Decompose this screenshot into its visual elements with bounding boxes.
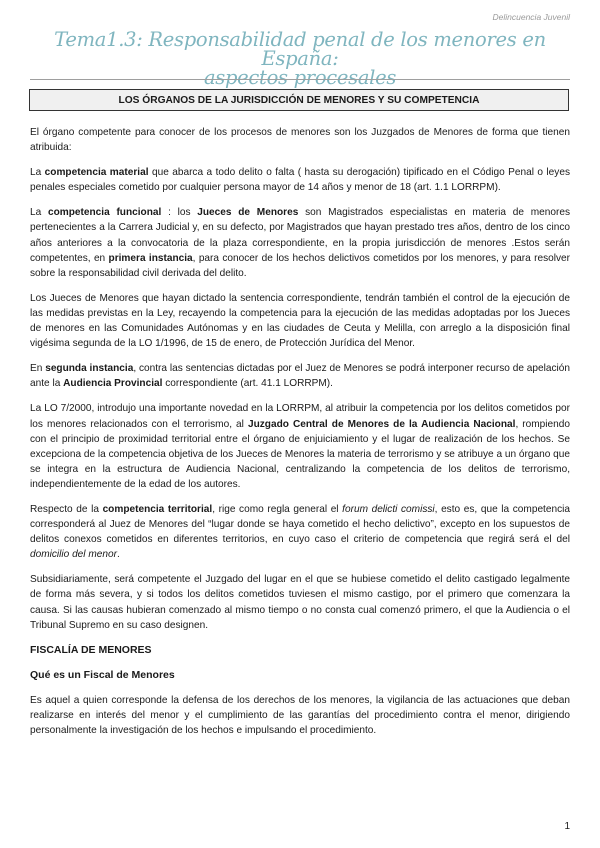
text-run: son Magistrados especialistas en materia de menores pertenecientes a la Carrera Judicial y, en su defecto, por Magistrados que hayan prestado tres años, dentro de los cinco años anteriores a la convocatoria de la plaza correspondiente, en la propia jurisdicción de menores .Estos serán competentes, en xyxy=(30,207,570,264)
paragraph-competencia-territorial xyxy=(30,502,570,562)
italic-term: forum delicti comissi xyxy=(342,503,435,515)
text-run: La xyxy=(30,207,48,219)
title-line-1: Tema1.3: Responsabilidad penal de los menores en España: xyxy=(54,28,546,70)
section-heading-box xyxy=(29,89,569,111)
italic-term: domicilio del menor xyxy=(30,549,117,561)
text-run: , esto es, que la competencia corresponderá al Juez de Menores del “lugar donde se haya cometido el hecho delictivo”, excepto en los supuestos de delitos conexos cometidos en diferentes territorios, en cuyo caso el criterio de competencia que regirá será el del xyxy=(30,503,570,546)
text-run: correspondiente (art. 41.1 LORRPM). xyxy=(162,378,333,390)
bold-term: Audiencia Provincial xyxy=(63,378,163,390)
bold-term: segunda instancia xyxy=(45,363,134,375)
bold-term: Jueces de Menores xyxy=(197,207,299,219)
paragraph-competencia-material xyxy=(30,165,570,195)
paragraph-ejecucion: Los Jueces de Menores que hayan dictado la sentencia correspondiente, tendrán también el control de la ejecución de las medidas previstas en la Ley, recayendo la competencia para la ejecución de las medidas adoptadas por los Jueces de menores en las Comunidades Autónomas y en las ciudades de Ceuta y Melilla, con arreglo a la disposición final vigésima segunda de la LO 1/1996, de 15 de enero, de Protección Jurídica del Menor. xyxy=(30,292,570,350)
text-run: La LO 7/2000, introdujo una importante novedad en la LORRPM, al atribuir la competencia por los delitos cometidos por los menores relacionados con el terrorismo, al xyxy=(30,403,570,430)
paragraph-fiscal: Es aquel a quien corresponde la defensa de los derechos de los menores, la vigilancia de las actuaciones que deban realizarse en interés del menor y el cumplimiento de las garantías del procedimiento contra el menor, dirigiendo personalmente la investigación de los hechos e impulsando el procedimiento. xyxy=(30,694,570,737)
paragraph-segunda-instancia xyxy=(30,361,570,391)
subheading-fiscal: Qué es un Fiscal de Menores xyxy=(30,668,175,681)
bold-term: competencia material xyxy=(44,167,149,179)
bold-term: Juzgado Central de Menores de la Audiencia Nacional xyxy=(247,418,516,430)
section-heading: LOS ÓRGANOS DE LA JURISDICCIÓN DE MENORES Y SU COMPETENCIA xyxy=(118,94,480,106)
bold-term: primera instancia xyxy=(108,252,193,264)
page-number: 1 xyxy=(564,821,570,832)
text-run: que abarca a todo delito o falta ( hasta su derogación) tipificado en el Código Penal o leyes penales especiales cometido por cualquier persona mayor de 14 años y menor de 18 (art. 1.1 LORRPM). xyxy=(30,167,570,194)
bold-term: competencia funcional xyxy=(47,207,162,219)
text-run: : los xyxy=(161,207,198,219)
paragraph-subsidiariamente: Subsidiariamente, será competente el Juzgado del lugar en el que se hubiese cometido el delito castigado legalmente de forma más severa, y si todos los delitos cometidos tuviesen el mismo castigo, por el primero que comenzara la causa. Si las causas hubieran comenzado al mismo tiempo o no consta cual comenzó primero, el que la Audiencia o el Tribunal Supremo en su caso designen. xyxy=(30,574,570,631)
text-run: Respecto de la xyxy=(30,503,103,515)
text-run: En xyxy=(30,363,46,375)
text-run: , para conocer de los hechos delictivos cometidos por los menores, y para resolver sobre la responsabilidad civil derivada del delito. xyxy=(30,252,571,279)
text-run: , contra las sentencias dictadas por el Juez de Menores se podrá interponer recurso de apelación ante la xyxy=(30,363,570,390)
text-run: , rige como regla general el xyxy=(212,503,343,515)
paragraph-terrorismo xyxy=(30,401,570,492)
text-run: La xyxy=(30,167,45,179)
document-body xyxy=(30,125,570,748)
section-heading-fiscalia: FISCALÍA DE MENORES xyxy=(30,643,152,656)
text-run: , rompiendo con el principio de proximidad territorial entre el órgano de enjuiciamiento y el lugar de realización de los hechos. Se excepciona de la competencia objetiva de los Jueces de Menores la materia de terrorismo y se atribuye a un órgano que se integra en la estructura de Audiencia Nacional, centralizando la competencia de los delitos de terrorismo, independientemente de la edad de los autores. xyxy=(30,418,570,490)
paragraph-intro: El órgano competente para conocer de los procesos de menores son los Juzgados de Menores de forma que tienen atribuida: xyxy=(30,127,570,154)
running-header: Delincuencia Juvenil xyxy=(492,12,570,22)
title-divider xyxy=(30,79,570,80)
text-run: . xyxy=(116,549,120,561)
title-line-2: aspectos procesales xyxy=(203,66,397,89)
paragraph-competencia-funcional xyxy=(30,205,570,280)
bold-term: competencia territorial xyxy=(102,503,213,515)
